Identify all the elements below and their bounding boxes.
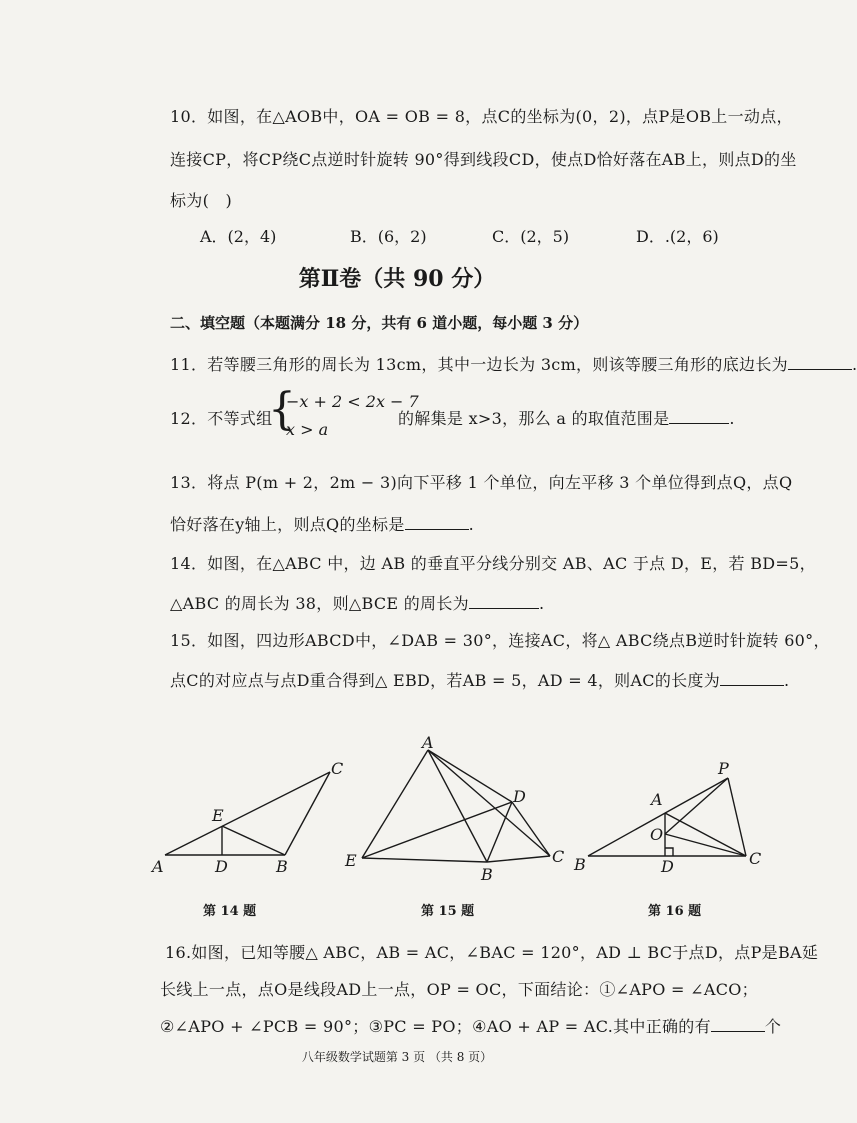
- fig16-label-c: C: [749, 849, 762, 868]
- q15-end: .: [784, 671, 790, 690]
- q16-line2: 长线上一点，点O是线段AD上一点，OP = OC，下面结论：①∠APO = ∠ACO；: [160, 980, 758, 999]
- q11-answer-blank: [788, 355, 852, 370]
- q12-end: .: [729, 409, 735, 428]
- q14-line2: △ABC 的周长为 38，则△BCE 的周长为: [170, 594, 469, 613]
- q12-row2: x > a: [286, 420, 329, 439]
- q10-option-c: C．(2，5): [492, 227, 570, 246]
- q14-line1: 14．如图，在△ABC 中，边 AB 的垂直平分线分别交 AB、AC 于点 D，E，若 BD=5，: [170, 554, 816, 573]
- q13-line1: 13．将点 P(m + 2，2m − 3)向下平移 1 个单位，向左平移 3 个单位得到点Q，点Q: [170, 473, 793, 492]
- q10-option-d: D．.(2，6): [636, 227, 719, 246]
- q12-suffix: 的解集是 x>3，那么 a 的取值范围是: [398, 409, 670, 428]
- fig15-diagram: [362, 750, 550, 862]
- q10-option-a: A．(2，4): [200, 227, 277, 246]
- q10-line1: 10．如图，在△AOB中，OA = OB = 8，点C的坐标为(0，2)，点P是OB上一动点，: [170, 107, 793, 126]
- q16-end: 个: [764, 1017, 782, 1036]
- fig14-label-e: E: [212, 806, 224, 825]
- fig16-label-a: A: [651, 790, 663, 809]
- fig14-caption: 第 14 题: [203, 904, 257, 919]
- part2-header: 二、填空题（本题满分 18 分，共有 6 道小题，每小题 3 分）: [170, 314, 589, 332]
- q16-line3: ②∠APO + ∠PCB = 90°；③PC = PO；④AO + AP = AC.其中正确的有: [160, 1017, 711, 1036]
- q13-line2: 恰好落在y轴上，则点Q的坐标是: [170, 515, 405, 534]
- page-footer: 八年级数学试题第 3 页 （共 8 页）: [301, 1050, 493, 1064]
- q15-line1: 15．如图，四边形ABCD中，∠DAB = 30°，连接AC，将△ ABC绕点B逆时针旋转 60°，: [170, 631, 830, 650]
- q16-line1: 16.如图，已知等腰△ ABC，AB = AC，∠BAC = 120°，AD ⊥ BC于点D，点P是BA延: [165, 943, 819, 962]
- q10-line3: 标为( ): [170, 191, 232, 210]
- fig15-label-e: E: [345, 851, 357, 870]
- q10-line2: 连接CP，将CP绕C点逆时针旋转 90°得到线段CD，使点D恰好落在AB上，则点D的坐: [170, 150, 797, 169]
- fig16-caption: 第 16 题: [648, 904, 702, 919]
- q16-line3-wrap: [160, 1014, 781, 1037]
- fig16-label-p: P: [718, 759, 729, 778]
- fig15-caption: 第 15 题: [421, 904, 475, 919]
- fig14-label-b: B: [276, 857, 288, 876]
- section-title: 第Ⅱ卷（共 90 分）: [298, 266, 496, 292]
- fig15-label-b: B: [481, 865, 493, 884]
- q13-end: .: [468, 515, 475, 534]
- q15-line2: 点C的对应点与点D重合得到△ EBD，若AB = 5，AD = 4，则AC的长度为: [170, 671, 721, 690]
- left-brace-icon: {: [268, 384, 296, 435]
- fig16-label-o: O: [650, 825, 664, 844]
- fig14-label-a: A: [152, 857, 164, 876]
- q12-row1: −x + 2 < 2x − 7: [286, 392, 419, 411]
- fig14-label-d: D: [215, 857, 228, 876]
- fig16-label-d: D: [661, 857, 674, 876]
- fig15-label-d: D: [513, 787, 526, 806]
- fig15-label-c: C: [552, 847, 565, 866]
- q11-text: 11．若等腰三角形的周长为 13cm，其中一边长为 3cm，则该等腰三角形的底边长为: [170, 355, 788, 374]
- q12-prefix: 12．不等式组: [170, 409, 273, 428]
- q11-end: .: [851, 355, 857, 374]
- q10-option-b: B．(6，2): [350, 227, 427, 246]
- q16-answer-blank: [711, 1017, 765, 1032]
- fig16-diagram: [588, 778, 746, 856]
- q14-end: .: [538, 594, 545, 613]
- fig14-diagram: [165, 772, 330, 855]
- fig16-label-b: B: [574, 855, 586, 874]
- fig14-label-c: C: [331, 759, 344, 778]
- fig15-label-a: A: [422, 733, 434, 752]
